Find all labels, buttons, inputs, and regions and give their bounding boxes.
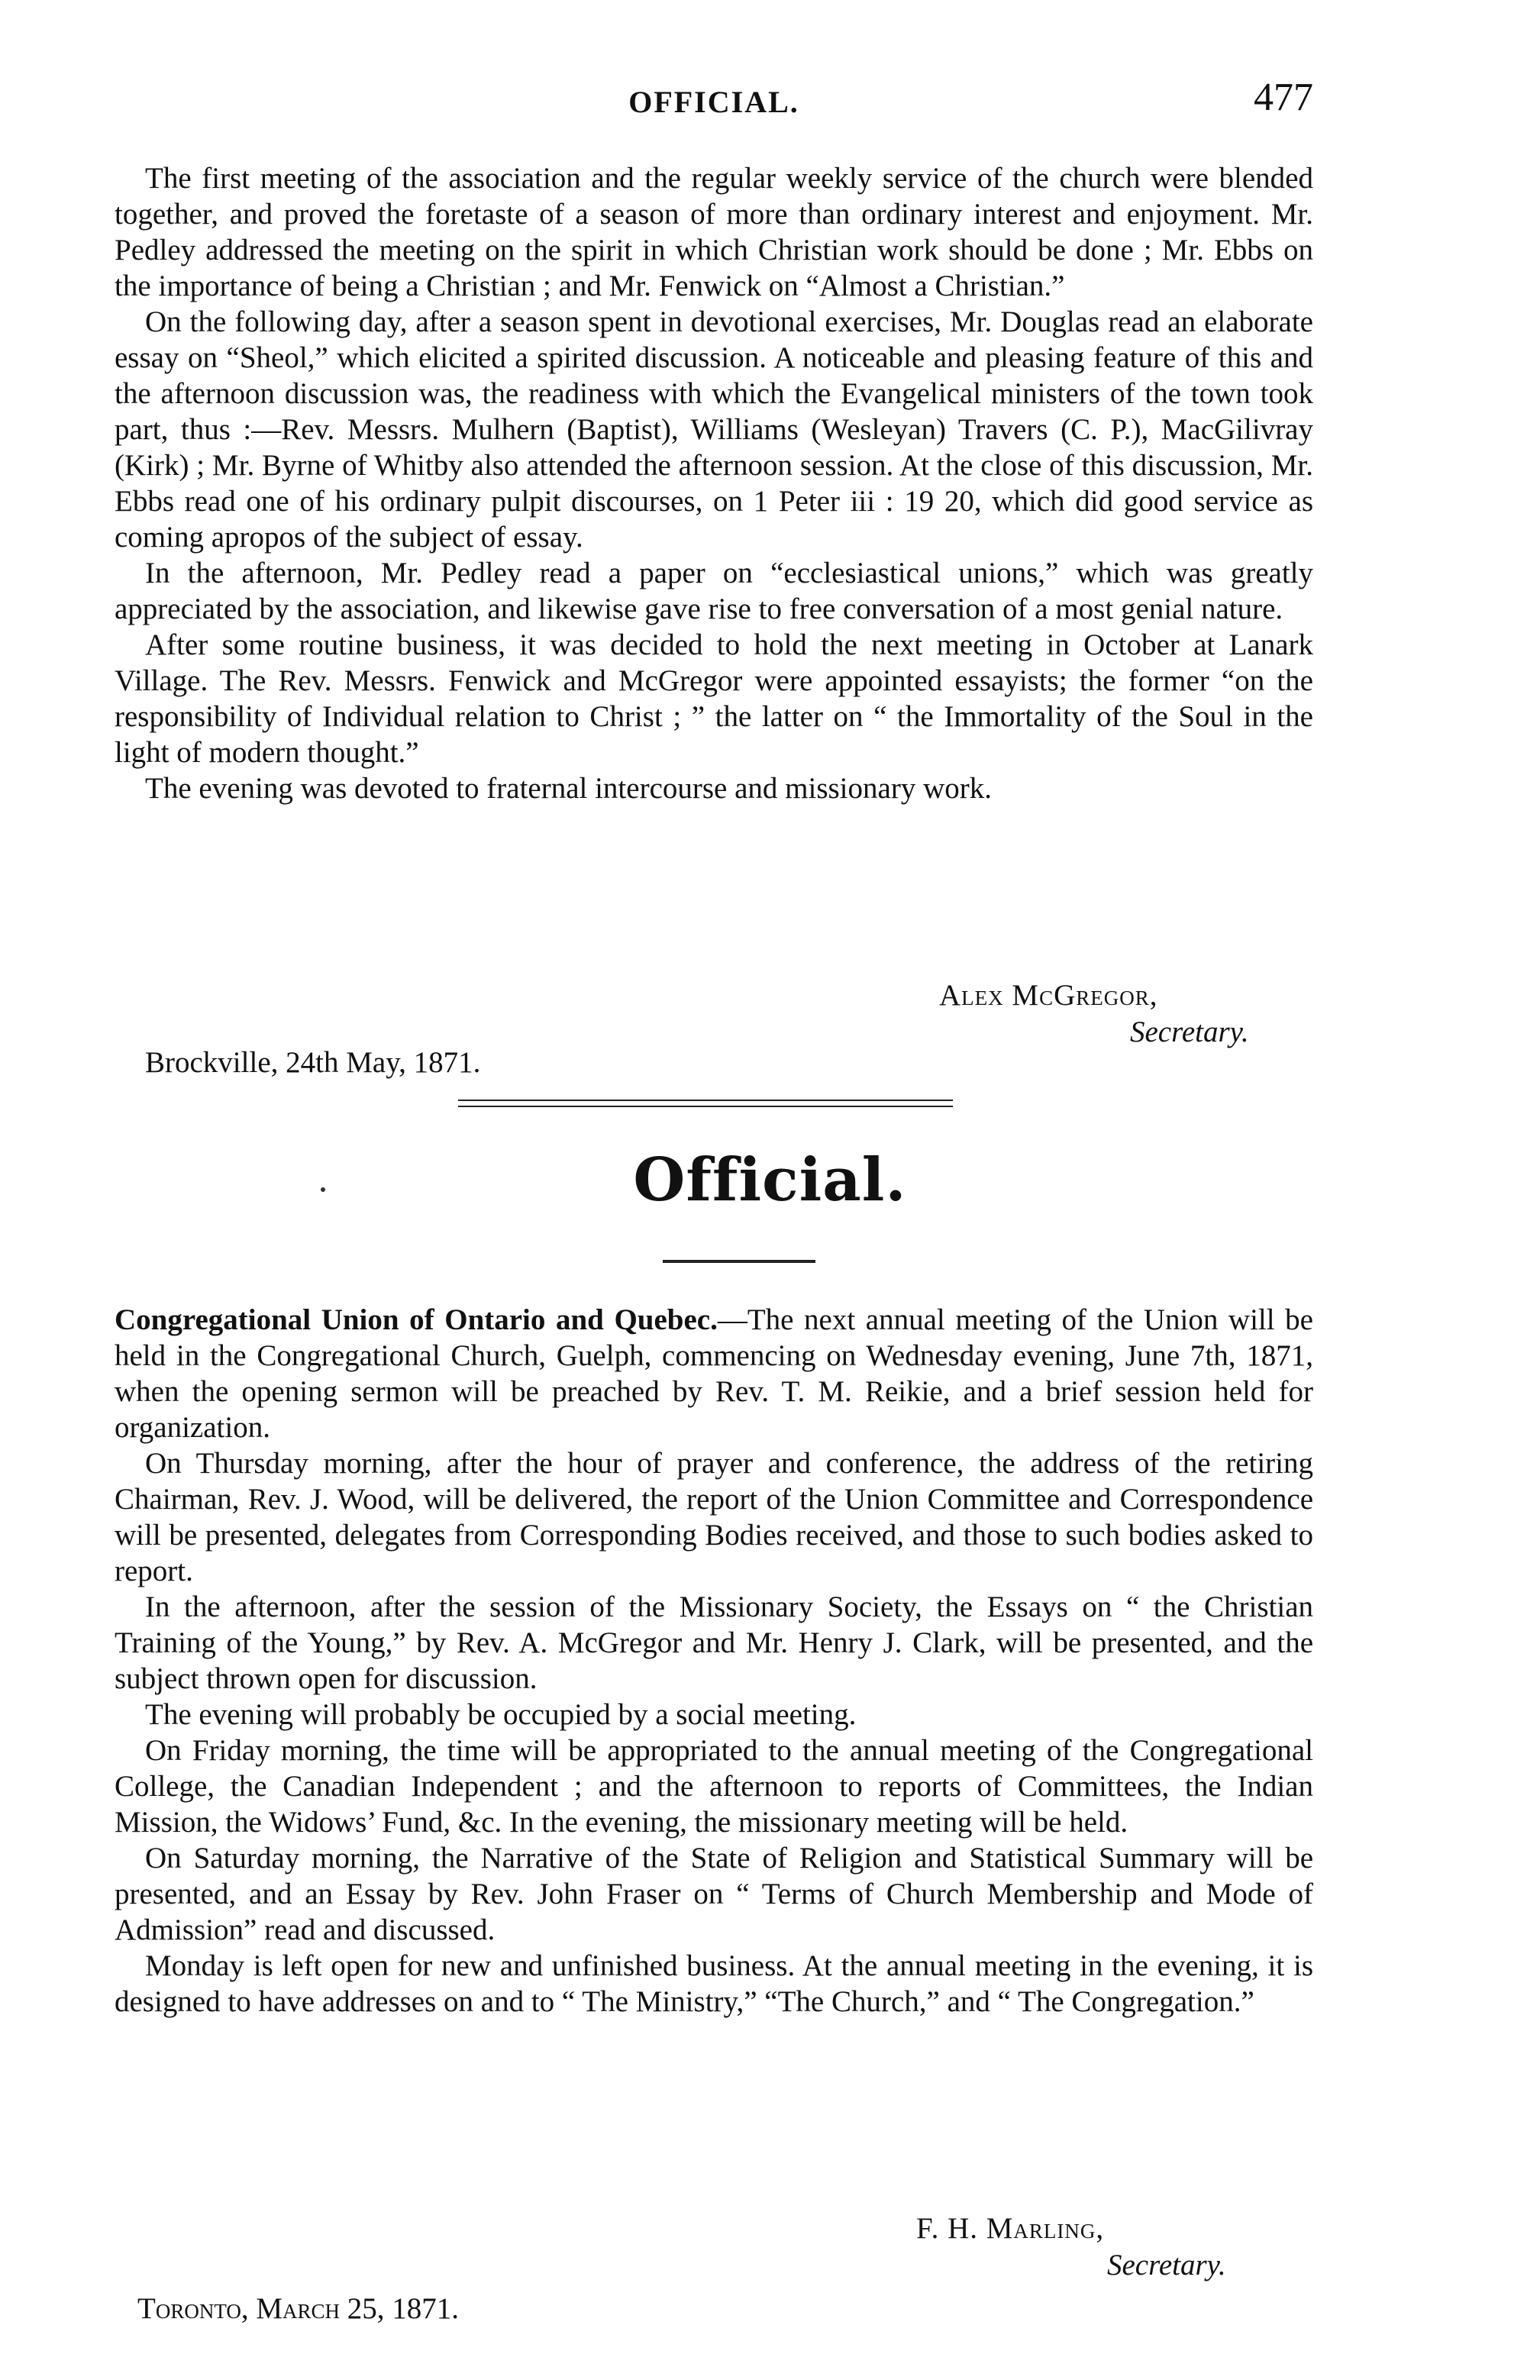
page-number: 477 — [1254, 76, 1313, 119]
dateline: Brockville, 24th May, 1871. — [145, 1046, 481, 1079]
association-report — [115, 160, 1313, 806]
short-rule-divider — [663, 1260, 815, 1263]
paragraph: On Thursday morning, after the hour of prayer and conference, the address of the retiring Chairman, Rev. J. Wood, will be delivered, the report of the Union Committee and Correspondence will be presented, delegates from Corresponding Bodies received, and those to such bodies asked to report. — [115, 1447, 1313, 1587]
notice-title: Congregational Union of Ontario and Quebec. — [115, 1303, 718, 1336]
paragraph: On Friday morning, the time will be appropriated to the annual meeting of the Congregational College, the Canadian Independent ; and the afternoon to reports of Committees, the Indian Mission, the Widows’ Fund, &c. In the evening, the missionary meeting will be held. — [115, 1734, 1313, 1839]
paragraph: The evening was devoted to fraternal intercourse and missionary work. — [145, 772, 992, 805]
page-header — [115, 75, 1313, 128]
paragraph: The first meeting of the association and the regular weekly service of the church were blended together, and proved the foretaste of a season of more than ordinary interest and enjoyment. Mr. Pedley addressed the meeting on the spirit in which Christian work should be done ; Mr. Ebbs on the importance of being a Christian ; and Mr. Fenwick on “Almost a Christian.” — [115, 162, 1313, 302]
paragraph: In the afternoon, after the session of the Missionary Society, the Essays on “ the Christian Training of the Young,” by Rev. A. McGregor and Mr. Henry J. Clark, will be presented, and the subject thrown open for discussion. — [115, 1590, 1313, 1695]
paragraph: The evening will probably be occupied by a social meeting. — [145, 1698, 857, 1731]
paragraph: On Saturday morning, the Narrative of the State of Religion and Statistical Summary will be presented, and an Essay by Rev. John Fraser on “ Terms of Church Membership and Mode of Admission” read and discussed. — [115, 1842, 1313, 1946]
signature-name: F. H. Marling, — [916, 2212, 1105, 2245]
lead-paragraph — [115, 1302, 1313, 1445]
double-rule-divider — [458, 1100, 953, 1109]
section-heading: Official. — [633, 1145, 907, 1215]
signature-role: Secretary. — [1107, 2249, 1226, 2282]
signature-role: Secretary. — [1130, 1016, 1249, 1048]
paragraph: After some routine business, it was decided to hold the next meeting in October at Lanark Village. The Rev. Messrs. Fenwick and McGregor were appointed essayists; the former “on the responsibility of Individual relation to Christ ; ” the latter on “ the Immortality of the Soul in the light of modern thought.” — [115, 628, 1313, 769]
union-notice — [115, 1302, 1313, 2020]
paragraph: Monday is left open for new and unfinished business. At the annual meeting in the evening, it is designed to have addresses on and to “ The Ministry,” “The Church,” and “ The Congregation.” — [115, 1949, 1313, 2018]
dateline: Toronto, March 25, 1871. — [137, 2292, 460, 2325]
paragraph: On the following day, after a season spent in devotional exercises, Mr. Douglas read an elaborate essay on “Sheol,” which elicited a spirited discussion. A noticeable and pleasing feature of this and the afternoon discussion was, the readiness with which the Evangelical ministers of the town took part, thus :—Rev. Messrs. Mulhern (Baptist), Williams (Wesleyan) Travers (C. P.), MacGilivray (Kirk) ; Mr. Byrne of Whitby also attended the afternoon session. At the close of this discussion, Mr. Ebbs read one of his ordinary pulpit discourses, on 1 Peter iii : 19 20, which did good service as coming apropos of the subject of essay. — [115, 305, 1313, 554]
paragraph: In the afternoon, Mr. Pedley read a paper on “ecclesiastical unions,” which was greatly appreciated by the association, and likewise gave rise to free conversation of a most genial nature. — [115, 557, 1313, 625]
lead-text: —The next annual meeting of the Union will be held in the Congregational Church, Guelph, commencing on Wednesday evening, June 7th, 1871, when the opening sermon will be preached by Rev. T. M. Reikie, and a brief session held for organization. — [115, 1303, 1313, 1444]
running-head: OFFICIAL. — [628, 85, 799, 119]
signature-name: Alex McGregor, — [939, 979, 1158, 1012]
